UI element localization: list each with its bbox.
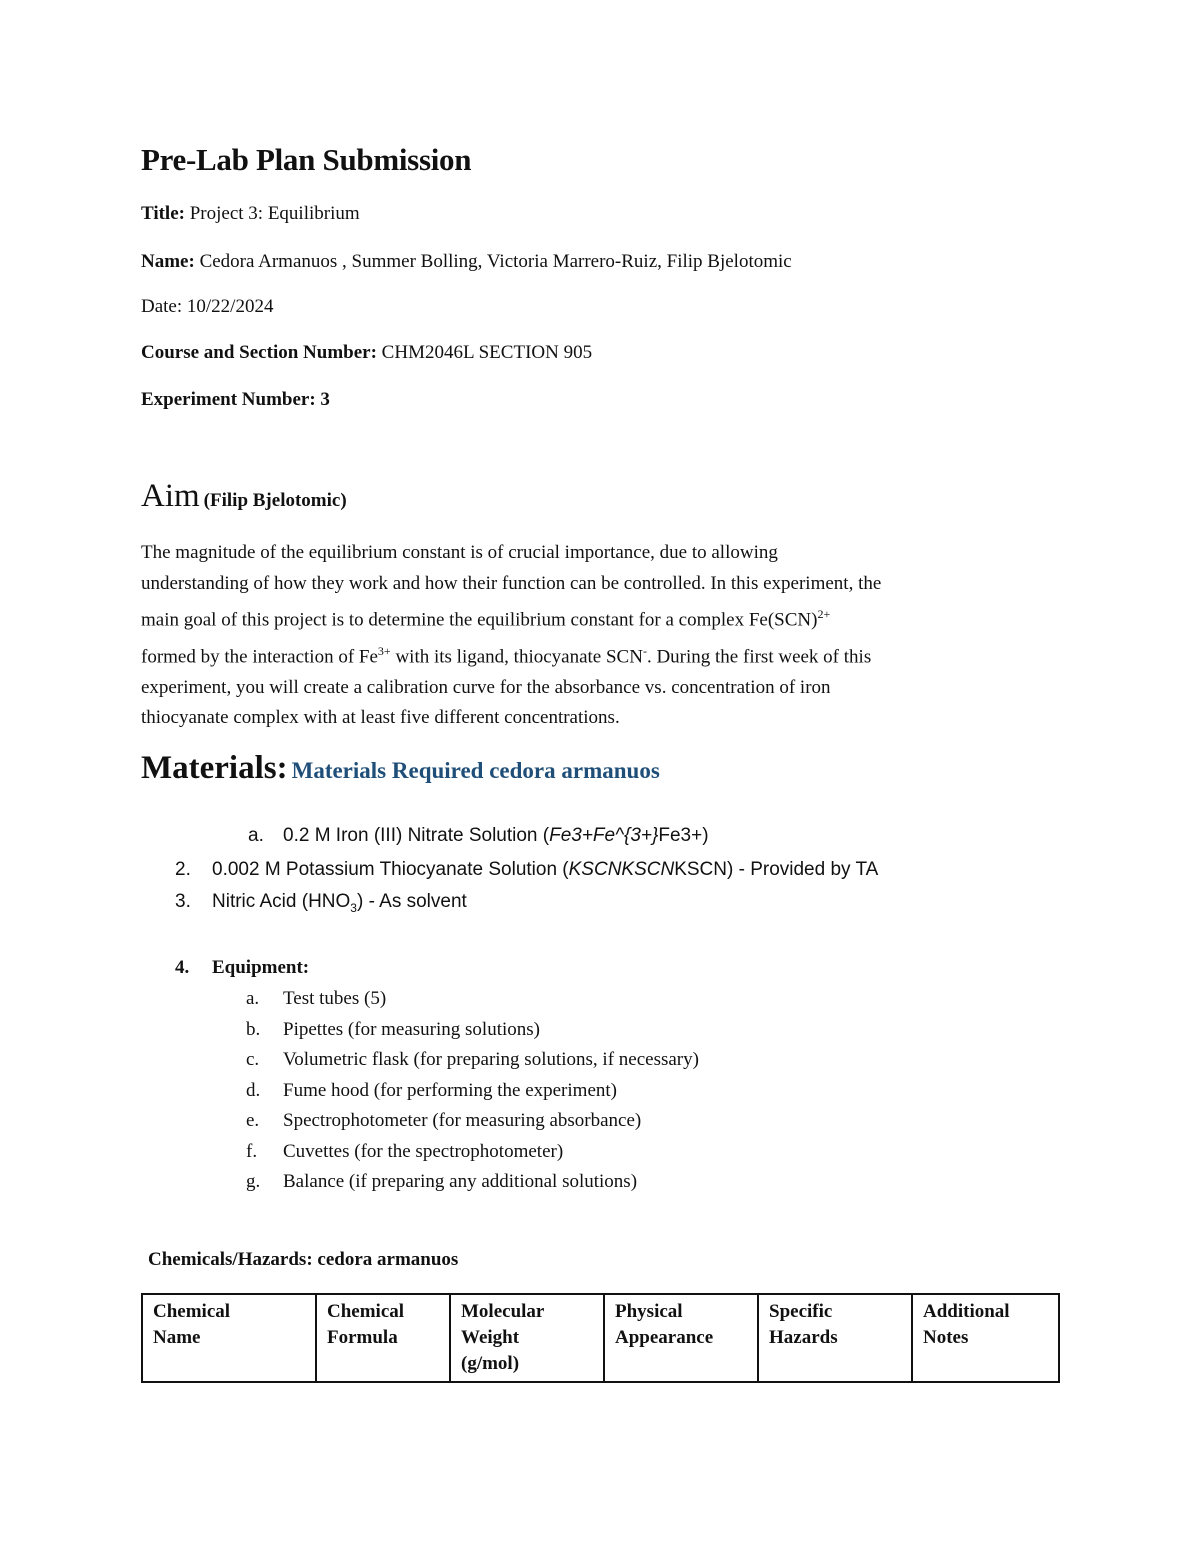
material-item-3-marker: 3.	[175, 891, 191, 912]
materials-heading-line	[141, 750, 660, 787]
equipment-item: Fume hood (for performing the experiment)	[283, 1079, 617, 1101]
col-chemical-formula: Chemical Formula	[316, 1294, 450, 1382]
name-value: Cedora Armanuos , Summer Bolling, Victoria Marrero-Ruiz, Filip Bjelotomic	[199, 251, 792, 272]
title-line	[141, 203, 360, 225]
equipment-marker: 4.	[175, 957, 190, 978]
experiment-label: Experiment Number:	[141, 389, 316, 410]
hazards-table	[141, 1293, 1060, 1383]
aim-line: experiment, you will create a calibration curve for the absorbance vs. concentration of iron	[141, 676, 831, 698]
equipment-heading: Equipment:	[212, 957, 310, 978]
date-line: Date: 10/22/2024	[141, 296, 274, 317]
materials-heading: Materials:	[141, 750, 288, 786]
course-line	[141, 342, 592, 364]
name-line	[141, 251, 792, 273]
material-item-3: Nitric Acid $(HNO_3)$ - As solvent	[212, 891, 467, 915]
experiment-line	[141, 389, 330, 411]
equipment-item-marker: g.	[246, 1171, 261, 1192]
experiment-value: 3	[320, 389, 330, 410]
aim-line: thiocyanate complex with at least five different concentrations.	[141, 707, 620, 729]
col-physical-appearance: Physical Appearance	[604, 1294, 758, 1382]
equipment-item-marker: e.	[246, 1110, 260, 1131]
equipment-item: Test tubes (5)	[283, 988, 387, 1009]
aim-heading: Aim	[141, 478, 200, 514]
equipment-item-marker: c.	[246, 1049, 260, 1070]
aim-paragraph	[141, 538, 881, 734]
page-title: Pre-Lab Plan Submission	[141, 142, 472, 177]
title-label: Title:	[141, 203, 185, 224]
aim-heading-line	[141, 478, 347, 515]
equipment-item-marker: b.	[246, 1018, 261, 1040]
equipment-item: Balance (if preparing any additional solutions)	[283, 1171, 638, 1192]
aim-author: (Filip Bjelotomic)	[203, 490, 347, 511]
equipment-item: Pipettes (for measuring solutions)	[283, 1018, 540, 1040]
course-label: Course and Section Number:	[141, 342, 377, 363]
course-value: CHM2046L SECTION 905	[381, 342, 593, 363]
equipment-item: Cuvettes (for the spectrophotometer)	[283, 1140, 564, 1162]
name-label: Name:	[141, 251, 195, 272]
equipment-item: Volumetric flask (for preparing solutions, if necessary)	[283, 1049, 699, 1070]
equipment-item-marker: f.	[246, 1140, 258, 1162]
material-item-2-marker: 2.	[175, 859, 191, 880]
equipment-item-marker: a.	[246, 988, 260, 1009]
hazards-heading: Chemicals/Hazards: cedora armanuos	[148, 1249, 459, 1270]
equipment-item: Spectrophotometer (for measuring absorbance)	[283, 1110, 642, 1131]
col-molecular-weight: Molecular Weight (g/mol)	[450, 1294, 604, 1382]
col-specific-hazards: Specific Hazards	[758, 1294, 912, 1382]
aim-line: The magnitude of the equilibrium constant is of crucial importance, due to allowing	[141, 542, 778, 563]
title-value: Project 3: Equilibrium	[189, 203, 360, 224]
equipment-item-marker: d.	[246, 1079, 261, 1101]
aim-line: formed by the interaction of $Fe^{3+}$ with its ligand, thiocyanate SCN-. During the first week of this	[141, 643, 872, 668]
col-chemical-name: Chemical Name	[142, 1294, 316, 1382]
aim-line: understanding of how they work and how their function can be controlled. In this experiment, the	[141, 572, 882, 594]
table-header-row	[142, 1294, 1059, 1382]
materials-subheading: Materials Required cedora armanuos	[291, 758, 660, 783]
material-item-a-marker: a.	[248, 825, 264, 846]
aim-line: main goal of this project is to determine the equilibrium constant for a complex Fe(SCN)$^{2+}$	[141, 607, 831, 631]
material-item-a: 0.2 M Iron (III) Nitrate Solution (Fe3+Fe^{3+}Fe3+)	[283, 825, 709, 846]
col-additional-notes: Additional Notes	[912, 1294, 1059, 1382]
material-item-2: 0.002 M Potassium Thiocyanate Solution (KSCNKSCNKSCN) - Provided by TA	[212, 859, 879, 880]
